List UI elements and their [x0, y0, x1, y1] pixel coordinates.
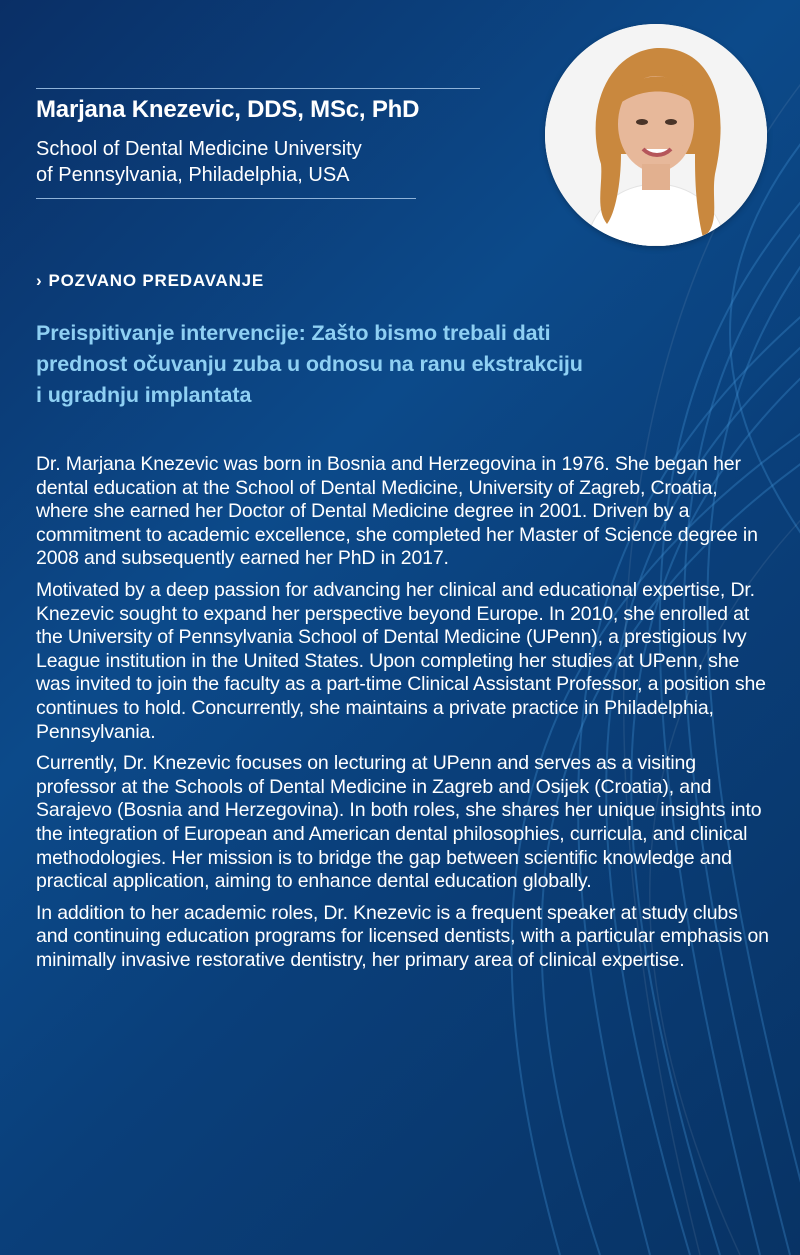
bio-paragraph-3: Currently, Dr. Knezevic focuses on lecturing at UPenn and serves as a visiting professor at the Schools of Dental Medicine in Zagreb and Osijek (Croatia), and Sarajevo (Bosnia and Herzegovina). In both roles, she shares her unique insights into the integration of European and American dental philosophies, curricula, and clinical methodologies. Her mission is to bridge the gap between scientific knowledge and practical application, aiming to enhance dental education globally. [36, 752, 762, 893]
talk-title-line-1: Preispitivanje intervencije: Zašto bismo trebali dati [36, 321, 551, 345]
chevron-right-icon: › [36, 271, 43, 290]
talk-title-line-2: prednost očuvanju zuba u odnosu na ranu ekstrakciju [36, 352, 583, 376]
portrait-illustration [545, 24, 767, 246]
affiliation-line-2: of Pennsylvania, Philadelphia, USA [36, 164, 350, 186]
header-rule-bottom [36, 198, 416, 199]
speaker-affiliation [36, 136, 476, 188]
header-rule-top [36, 88, 480, 89]
speaker-portrait [545, 24, 767, 246]
talk-title [36, 318, 736, 411]
speaker-biography [36, 453, 771, 980]
bio-paragraph-1: Dr. Marjana Knezevic was born in Bosnia and Herzegovina in 1976. She began her dental education at the School of Dental Medicine, University of Zagreb, Croatia, where she earned her Doctor of Dental Medicine degree in 2001. Driven by a commitment to academic excellence, she completed her Master of Science degree in 2008 and subsequently earned her PhD in 2017. [36, 453, 758, 570]
bio-paragraph-4: In addition to her academic roles, Dr. Knezevic is a frequent speaker at study clubs and continuing education programs for licensed dentists, with a particular emphasis on minimally invasive restorative dentistry, her primary area of clinical expertise. [36, 901, 769, 971]
affiliation-line-1: School of Dental Medicine University [36, 138, 362, 160]
talk-title-line-3: i ugradnju implantata [36, 383, 252, 407]
section-label [36, 271, 264, 291]
bio-paragraph-2: Motivated by a deep passion for advancing her clinical and educational expertise, Dr. Knezevic sought to expand her perspective beyond Europe. In 2010, she enrolled at the University of Pennsylvania School of Dental Medicine (UPenn), a prestigious Ivy League institution in the United States. Upon completing her studies at UPenn, she was invited to join the faculty as a part-time Clinical Assistant Professor, a position she continues to hold. Concurrently, she maintains a private practice in Philadelphia, Pennsylvania. [36, 578, 766, 743]
speaker-name: Marjana Knezevic, DDS, MSc, PhD [36, 96, 420, 123]
section-label-text: POZVANO PREDAVANJE [48, 271, 265, 290]
